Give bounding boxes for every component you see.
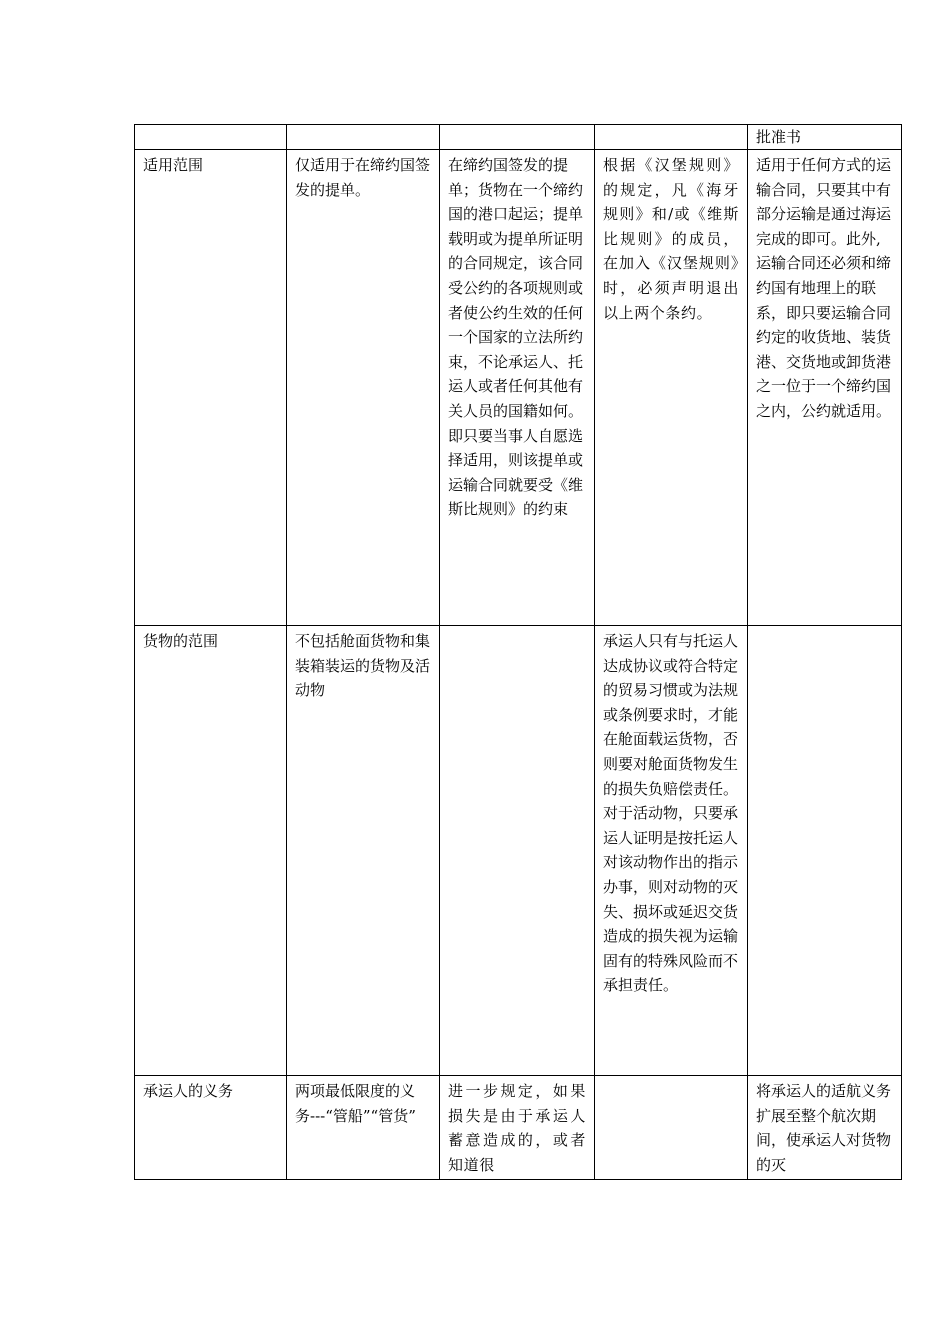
header-cell-4 — [595, 125, 748, 150]
cell-duty-col2: 两项最低限度的义务---“管船”“管货” — [287, 1076, 440, 1180]
header-cell-5: 批准书 — [748, 125, 902, 150]
row-label-scope: 适用范围 — [135, 150, 287, 626]
comparison-table — [134, 124, 902, 1180]
cell-duty-col3: 进一步规定，如果损失是由于承运人蓄意造成的，或者知道很 — [440, 1076, 595, 1180]
table-header-row — [135, 125, 902, 150]
header-cell-2 — [287, 125, 440, 150]
cell-scope-col4: 根据《汉堡规则》的规定，凡《海牙规则》和/或《维斯比规则》的成员，在加入《汉堡规则》时，必须声明退出以上两个条约。 — [595, 150, 748, 626]
row-label-goods: 货物的范围 — [135, 626, 287, 1076]
cell-duty-col5: 将承运人的适航义务扩展至整个航次期间，使承运人对货物的灭 — [748, 1076, 902, 1180]
cell-goods-col3 — [440, 626, 595, 1076]
table-row-scope — [135, 150, 902, 626]
cell-goods-col4: 承运人只有与托运人达成协议或符合特定的贸易习惯或为法规或条例要求时，才能在舱面载运货物，否则要对舱面货物发生的损失负赔偿责任。对于活动物，只要承运人证明是按托运人对该动物作出的指示办事，则对动物的灭失、损坏或延迟交货造成的损失视为运输固有的特殊风险而不承担责任。 — [595, 626, 748, 1076]
cell-scope-col3: 在缔约国签发的提单；货物在一个缔约国的港口起运；提单载明或为提单所证明的合同规定，该合同受公约的各项规则或者使公约生效的任何一个国家的立法所约束，不论承运人、托运人或者任何其他有关人员的国籍如何。即只要当事人自愿选择适用，则该提单或运输合同就要受《维斯比规则》的约束 — [440, 150, 595, 626]
cell-duty-col4 — [595, 1076, 748, 1180]
cell-goods-col5 — [748, 626, 902, 1076]
table-row-goods — [135, 626, 902, 1076]
cell-scope-col5: 适用于任何方式的运输合同，只要其中有部分运输是通过海运完成的即可。此外,运输合同还必须和缔约国有地理上的联系，即只要运输合同约定的收货地、装货港、交货地或卸货港之一位于一个缔约国之内，公约就适用。 — [748, 150, 902, 626]
cell-goods-col2: 不包括舱面货物和集装箱装运的货物及活动物 — [287, 626, 440, 1076]
row-label-carrier-duty: 承运人的义务 — [135, 1076, 287, 1180]
cell-scope-col2: 仅适用于在缔约国签发的提单。 — [287, 150, 440, 626]
header-cell-3 — [440, 125, 595, 150]
header-cell-1 — [135, 125, 287, 150]
table-row-carrier-duty — [135, 1076, 902, 1180]
